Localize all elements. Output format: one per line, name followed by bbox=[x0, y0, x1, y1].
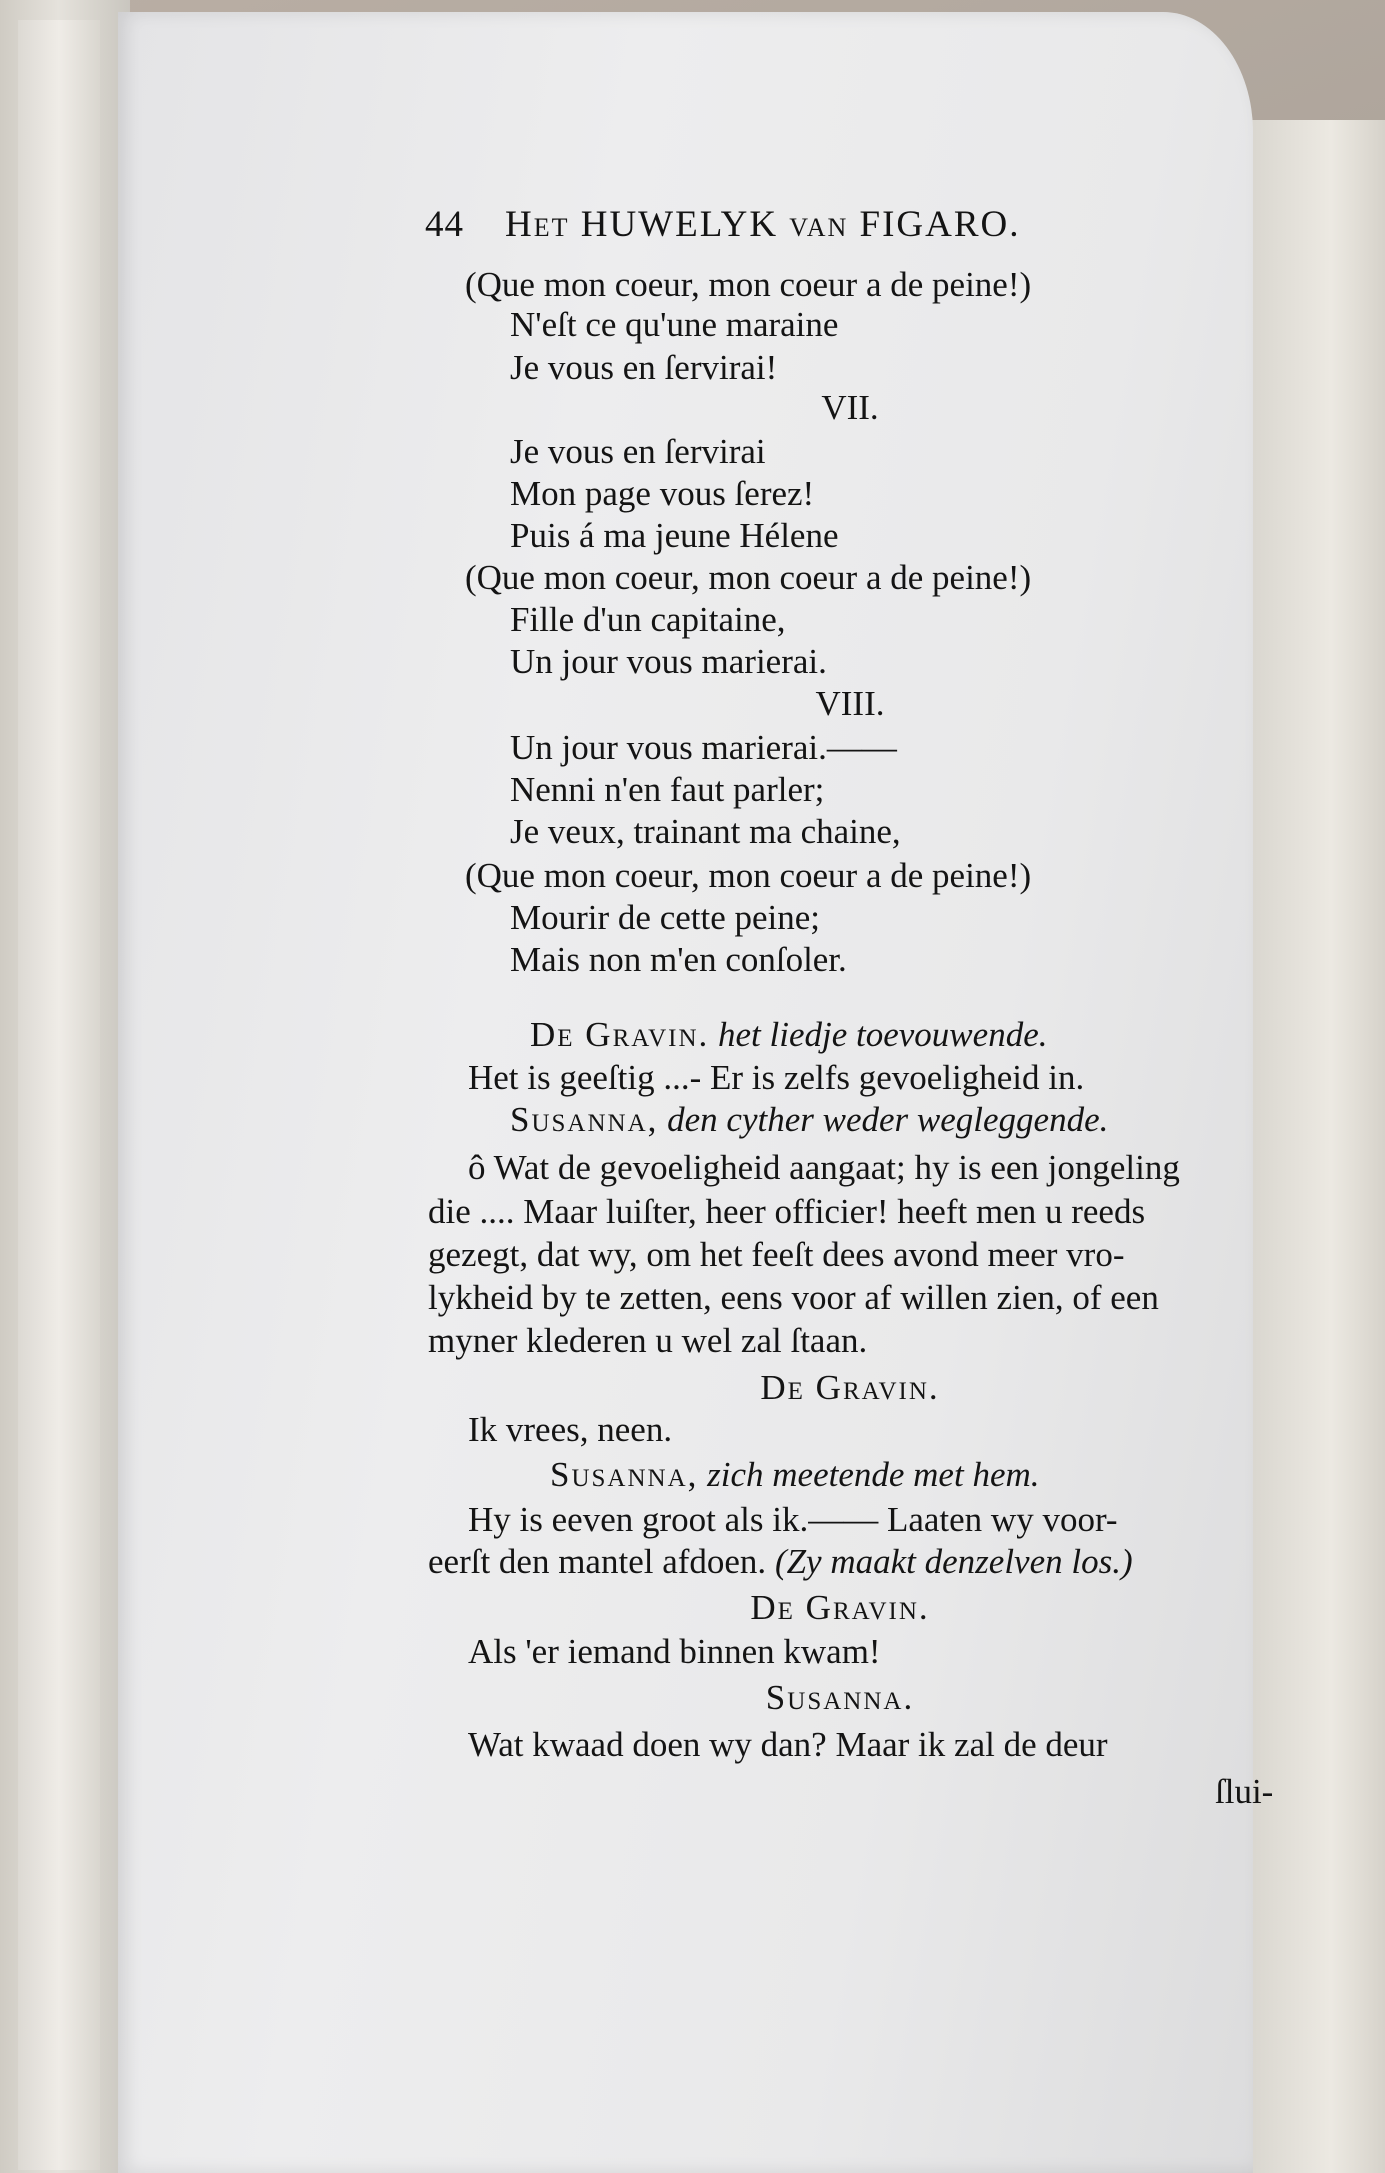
book-spine bbox=[0, 0, 130, 2173]
speaker-name: Susanna, bbox=[550, 1455, 699, 1494]
speaker-name: Susanna, bbox=[510, 1100, 659, 1139]
verse-numeral: VIII. bbox=[815, 684, 885, 723]
verse-line: Je vous en ſervirai bbox=[510, 432, 766, 471]
stage-direction: het liedje toevouwende. bbox=[718, 1015, 1048, 1054]
verse-line: Un jour vous marierai. bbox=[510, 642, 827, 681]
facing-page-edge bbox=[1250, 120, 1385, 2173]
verse-line: Nenni n'en faut parler; bbox=[510, 770, 825, 809]
dialogue-line: Wat kwaad doen wy dan? Maar ik zal de deur bbox=[468, 1725, 1108, 1764]
speaker-heading bbox=[510, 1100, 1108, 1140]
dialogue-text: eerſt den mantel afdoen. bbox=[428, 1542, 767, 1581]
verse-line: Puis á ma jeune Hélene bbox=[510, 516, 839, 555]
speaker-name: Susanna. bbox=[765, 1678, 915, 1717]
speaker-heading bbox=[550, 1455, 1040, 1495]
verse-line: N'eſt ce qu'une maraine bbox=[510, 305, 839, 344]
dialogue-line: myner klederen u wel zal ſtaan. bbox=[428, 1321, 868, 1360]
dialogue-line: lykheid by te zetten, eens voor af willen zien, of een bbox=[428, 1278, 1159, 1317]
verse-line: Un jour vous marierai.—— bbox=[510, 728, 897, 767]
verse-line: Mourir de cette peine; bbox=[510, 898, 821, 937]
dialogue-line: die .... Maar luiſter, heer officier! heeft men u reeds bbox=[428, 1192, 1146, 1231]
verse-line: Je veux, trainant ma chaine, bbox=[510, 812, 901, 851]
verse-line: Mon page vous ſerez! bbox=[510, 474, 815, 513]
dialogue-line: Als 'er iemand binnen kwam! bbox=[468, 1632, 881, 1671]
speaker-name: De Gravin. bbox=[750, 1588, 930, 1627]
verse-line: (Que mon coeur, mon coeur a de peine!) bbox=[465, 265, 1032, 304]
page-number: 44 bbox=[425, 204, 464, 245]
dialogue-line: Ik vrees, neen. bbox=[468, 1410, 673, 1449]
verse-line: (Que mon coeur, mon coeur a de peine!) bbox=[465, 856, 1032, 895]
stage-direction: (Zy maakt denzelven los.) bbox=[774, 1542, 1133, 1581]
stage-direction: zich meetende met hem. bbox=[707, 1455, 1040, 1494]
verse-line: Mais non m'en conſoler. bbox=[510, 940, 847, 979]
dialogue-line: gezegt, dat wy, om het feeſt dees avond meer vro- bbox=[428, 1235, 1125, 1274]
verse-line: Fille d'un capitaine, bbox=[510, 600, 786, 639]
verse-line: (Que mon coeur, mon coeur a de peine!) bbox=[465, 558, 1032, 597]
dialogue-line: ô Wat de gevoeligheid aangaat; hy is een jongeling bbox=[468, 1148, 1180, 1187]
running-title: Het HUWELYK van FIGARO. bbox=[505, 204, 1021, 245]
catchword: ſlui- bbox=[1215, 1772, 1274, 1811]
speaker-name: De Gravin. bbox=[530, 1015, 710, 1054]
stage-direction: den cyther weder wegleggende. bbox=[667, 1100, 1109, 1139]
verse-numeral: VII. bbox=[821, 388, 879, 427]
dialogue-line bbox=[428, 1542, 1133, 1582]
dialogue-line: Het is geeſtig ...- Er is zelfs gevoeligheid in. bbox=[468, 1058, 1085, 1097]
verse-line: Je vous en ſervirai! bbox=[510, 348, 778, 387]
speaker-name: De Gravin. bbox=[760, 1368, 940, 1407]
spine-strip bbox=[18, 20, 100, 2170]
speaker-heading bbox=[530, 1015, 1047, 1055]
dialogue-line: Hy is eeven groot als ik.—— Laaten wy voor- bbox=[468, 1500, 1118, 1539]
